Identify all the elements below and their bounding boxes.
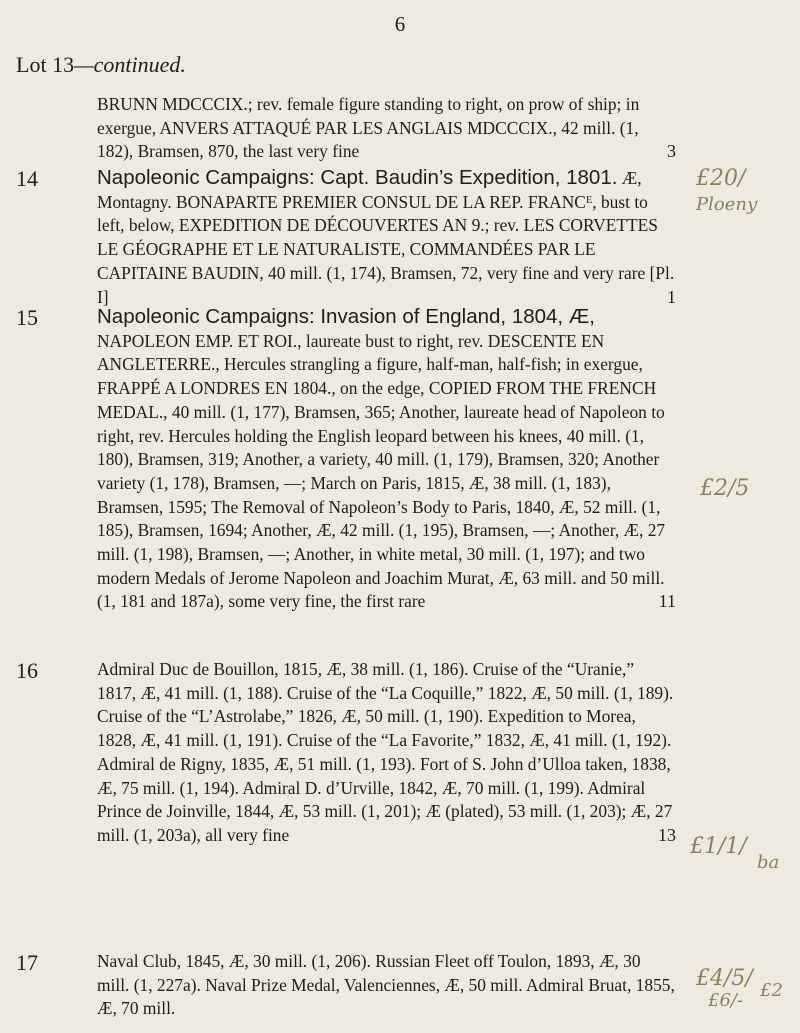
handwritten-price-15: £2/5	[700, 476, 750, 501]
page-number: 6	[394, 12, 406, 36]
lot-continued: —continued.	[74, 52, 186, 77]
handwritten-price-16: £1/1/	[690, 834, 747, 859]
entry-heading: Napoleonic Campaigns: Invasion of England, 1804, Æ,	[97, 305, 596, 328]
entry-description: Æ, Montagny. BONAPARTE PREMIER CONSUL DE LA REP. FRANCᴱ, bust to left, below, EXPEDITION DE DÉCOUVERTES AN 9.; rev. LES CORVETTES LE GÉOGRAPHE ET LE NATURALISTE, COMMANDÉES PAR LE CAPITAINE BAUDIN, 40 mill. (1, 174), Bramsen, 72, very fine and very rare [Pl. I]	[97, 168, 675, 307]
entry-description: Naval Club, 1845, Æ, 30 mill. (1, 206). Russian Fleet off Toulon, 1893, Æ, 30 mill. (1, 227a). Naval Prize Medal, Valenciennes, Æ, 50 mill. Admiral Bruat, 1855, Æ, 70 mill.	[97, 951, 675, 1019]
handwritten-buyer-16: ba	[757, 852, 780, 873]
entry-quantity: 3	[667, 141, 676, 162]
handwritten-buyer-14: Ploeny	[696, 194, 758, 215]
lot-entry-14	[16, 166, 676, 309]
lot-entry-16	[16, 658, 676, 848]
entry-quantity: 13	[658, 824, 676, 845]
entry-heading: Napoleonic Campaigns: Capt. Baudin’s Expedition, 1801.	[97, 166, 618, 189]
entry-quantity: 11	[658, 591, 676, 612]
entry-description: BRUNN MDCCCIX.; rev. female figure standing to right, on prow of ship; in exergue, ANVERS ATTAQUÉ PAR LES ANGLAIS MDCCCIX., 42 mill. (1, 182), Bramsen, 870, the last very fine	[97, 94, 640, 162]
handwritten-price-17: £4/5/	[696, 966, 753, 991]
entry-quantity: 1	[667, 286, 676, 307]
entry-description: Admiral Duc de Bouillon, 1815, Æ, 38 mill. (1, 186). Cruise of the “Uranie,” 1817, Æ, 41 mill. (1, 188). Cruise of the “La Coquille,” 1822, Æ, 50 mill. (1, 189). Cruise of the “L’Astrolabe,” 1826, Æ, 50 mill. (1, 190). Expedition to Morea, 1828, Æ, 41 mill. (1, 191). Cruise of the “La Favorite,” 1832, Æ, 41 mill. (1, 192). Admiral de Rigny, 1835, Æ, 51 mill. (1, 193). Fort of S. John d’Ulloa taken, 1838, Æ, 75 mill. (1, 194). Admiral D. d’Urville, 1842, Æ, 70 mill. (1, 199). Admiral Prince de Joinville, 1844, Æ, 53 mill. (1, 201); Æ (plated), 53 mill. (1, 203); Æ, 27 mill. (1, 203a), all very fine	[97, 659, 674, 845]
lot-number: 14	[16, 166, 38, 191]
lot-number: 13	[52, 52, 75, 77]
lot-number: 17	[16, 950, 38, 975]
handwritten-price-14: £20/	[696, 166, 746, 191]
lot-word: Lot	[16, 52, 47, 77]
lot-entry-13-cont	[16, 93, 676, 164]
handwritten-buyer-17: £2	[760, 980, 783, 1001]
lot-entry-17	[16, 950, 676, 1021]
lot-number: 15	[16, 305, 38, 330]
entry-description: NAPOLEON EMP. ET ROI., laureate bust to right, rev. DESCENTE EN ANGLETERRE., Hercules strangling a figure, half-man, half-fish; in exergue, FRAPPÉ A LONDRES EN 1804., on the edge, COPIED FROM THE FRENCH MEDAL., 40 mill. (1, 177), Bramsen, 365; Another, laureate head of Napoleon to right, rev. Hercules holding the English leopard between his knees, 40 mill. (1, 180), Bramsen, 319; Another, a variety, 40 mill. (1, 179), Bramsen, 320; Another variety (1, 178), Bramsen, —; March on Paris, 1815, Æ, 38 mill. (1, 183), Bramsen, 1595; The Removal of Napoleon’s Body to Paris, 1840, Æ, 52 mill. (1, 185), Bramsen, 1694; Another, Æ, 42 mill. (1, 195), Bramsen, —; Another, Æ, 27 mill. (1, 198), Bramsen, —; Another, in white metal, 30 mill. (1, 197); and two modern Medals of Jerome Napoleon and Joachim Murat, Æ, 63 mill. and 50 mill. (1, 181 and 187a), some very fine, the first rare	[97, 330, 666, 612]
lot-entry-15	[16, 305, 676, 614]
handwritten-note-17: £6/-	[708, 990, 744, 1011]
lot-header	[16, 52, 186, 78]
lot-number: 16	[16, 658, 38, 683]
